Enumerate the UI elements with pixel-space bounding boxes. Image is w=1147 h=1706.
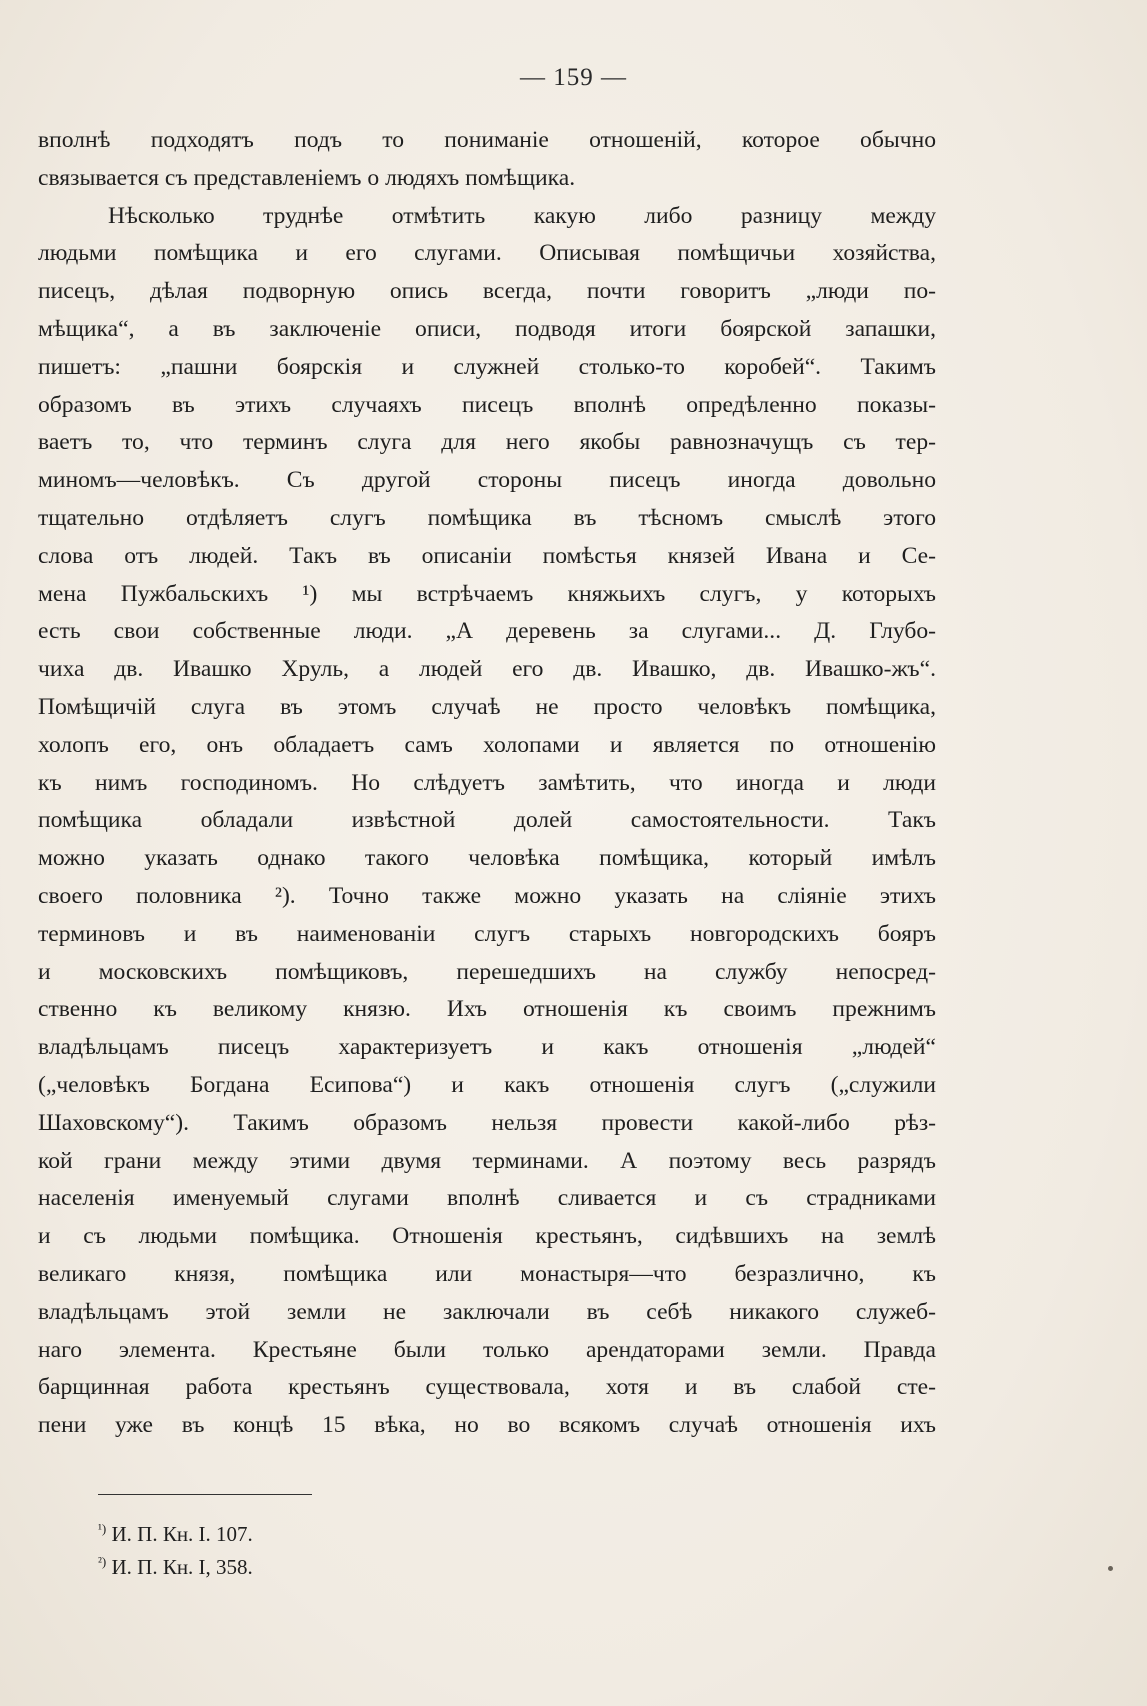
text-line: („человѣкъ Богдана Есипова“) и какъ отношенія слугъ („служили xyxy=(38,1071,936,1098)
text-line: владѣльцамъ этой земли не заключали въ себѣ никакого служеб- xyxy=(38,1298,936,1325)
text-line: Помѣщичій слуга въ этомъ случаѣ не просто человѣкъ помѣщика, xyxy=(38,693,936,720)
text-line: кой грани между этими двумя терминами. А поэтому весь разрядъ xyxy=(38,1147,936,1174)
text-line: къ нимъ господиномъ. Но слѣдуетъ замѣтить, что иногда и люди xyxy=(38,769,936,796)
footnotes xyxy=(98,1518,598,1584)
footnote-2 xyxy=(98,1551,598,1584)
text-line: образомъ въ этихъ случаяхъ писецъ вполнѣ опредѣленно показы- xyxy=(38,391,936,418)
paper-speck xyxy=(1108,1566,1113,1571)
text-line: пишетъ: „пашни боярскія и служней столько-то коробей“. Такимъ xyxy=(38,353,936,380)
text-line: можно указать однако такого человѣка помѣщика, который имѣлъ xyxy=(38,845,936,872)
text-line: мена Пужбальскихъ ¹) мы встрѣчаемъ княжьихъ слугъ, у которыхъ xyxy=(38,580,936,607)
text-line: связывается съ представленіемъ о людяхъ помѣщика. xyxy=(38,164,576,191)
text-line: наго элемента. Крестьяне были только арендаторами земли. Правда xyxy=(38,1336,936,1363)
text-line: Шаховскому“). Такимъ образомъ нельзя провести какой-либо рѣз- xyxy=(38,1109,936,1136)
text-line: населенія именуемый слугами вполнѣ сливается и съ страдниками xyxy=(38,1185,936,1212)
text-line: Нѣсколько труднѣе отмѣтить какую либо разницу между xyxy=(108,202,936,229)
footnote-marker: ²) xyxy=(98,1554,107,1569)
body-text xyxy=(38,122,936,1445)
footnote-text: И. П. Кн. I, 358. xyxy=(111,1555,253,1579)
text-line: и съ людьми помѣщика. Отношенія крестьянъ, сидѣвшихъ на землѣ xyxy=(38,1223,936,1250)
text-line: ваетъ то, что терминъ слуга для него якобы равнозначущъ съ тер- xyxy=(38,429,936,456)
text-line: барщинная работа крестьянъ существовала, хотя и въ слабой сте- xyxy=(38,1374,936,1401)
text-line: владѣльцамъ писецъ характеризуетъ и какъ отношенія „людей“ xyxy=(38,1034,936,1061)
footnote-text: И. П. Кн. I. 107. xyxy=(111,1522,253,1546)
text-line: пени уже въ концѣ 15 вѣка, но во всякомъ случаѣ отношенія ихъ xyxy=(38,1412,936,1439)
footnote-1 xyxy=(98,1518,598,1551)
footnote-marker: ¹) xyxy=(98,1521,107,1536)
text-line: терминовъ и въ наименованіи слугъ старыхъ новгородскихъ бояръ xyxy=(38,920,936,947)
text-line: писецъ, дѣлая подворную опись всегда, почти говоритъ „люди по- xyxy=(38,278,936,305)
text-line: великаго князя, помѣщика или монастыря—что безразлично, къ xyxy=(38,1260,936,1287)
text-line: слова отъ людей. Такъ въ описаніи помѣстья князей Ивана и Се- xyxy=(38,542,936,569)
text-line: тщательно отдѣляетъ слугъ помѣщика въ тѣсномъ смыслѣ этого xyxy=(38,504,936,531)
text-line: своего половника ²). Точно также можно указать на сліяніе этихъ xyxy=(38,882,936,909)
text-line: помѣщика обладали извѣстной долей самостоятельности. Такъ xyxy=(38,807,936,834)
text-line: людьми помѣщика и его слугами. Описывая помѣщичьи хозяйства, xyxy=(38,240,936,267)
footnote-divider xyxy=(98,1494,312,1495)
text-line: чиха дв. Ивашко Хруль, а людей его дв. Ивашко, дв. Ивашко-жъ“. xyxy=(38,656,936,683)
text-line: вполнѣ подходятъ подъ то пониманіе отношеній, которое обычно xyxy=(38,127,936,153)
text-line: миномъ—человѣкъ. Съ другой стороны писецъ иногда довольно xyxy=(38,467,936,494)
text-line: холопъ его, онъ обладаетъ самъ холопами и является по отношенію xyxy=(38,731,936,758)
text-line: есть свои собственные люди. „А деревень за слугами... Д. Глубо- xyxy=(38,618,936,645)
page-number: — 159 — xyxy=(520,64,627,91)
text-line: мѣщика“, а въ заключеніе описи, подводя итоги боярской запашки, xyxy=(38,315,936,342)
text-line: ственно къ великому князю. Ихъ отношенія къ своимъ прежнимъ xyxy=(38,996,936,1023)
text-line: и московскихъ помѣщиковъ, перешедшихъ на службу непосред- xyxy=(38,958,936,985)
